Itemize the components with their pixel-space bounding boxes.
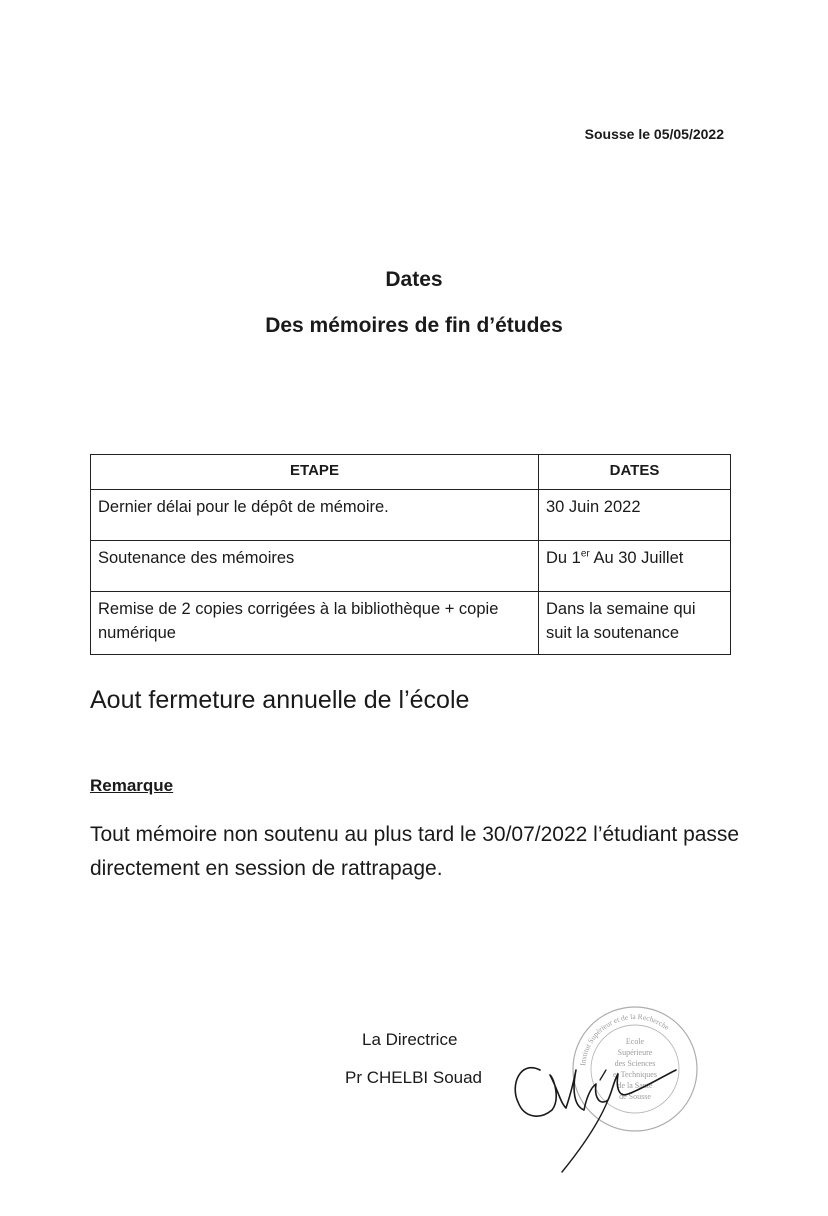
dates-prefix: Du 1 (546, 549, 581, 567)
header-dates: DATES (539, 455, 731, 490)
table-row (91, 592, 731, 655)
dates-cell: 30 Juin 2022 (539, 490, 731, 541)
closure-notice: Aout fermeture annuelle de l’école (90, 686, 470, 714)
etape-cell: Dernier délai pour le dépôt de mémoire. (91, 490, 539, 541)
seal-line: Ecole (625, 1037, 645, 1046)
etape-cell: Remise de 2 copies corrigées à la bibliothèque + copie numérique (91, 592, 539, 655)
document-subtitle: Des mémoires de fin d’études (265, 314, 563, 337)
seal-line: des Sciences (614, 1059, 656, 1068)
table-row (91, 490, 731, 541)
table-header-row (91, 455, 731, 490)
remark-text: Tout mémoire non soutenu au plus tard le 30/07/2022 l’étudiant passe directement en session de rattrapage. (90, 823, 740, 880)
schedule-table (90, 454, 731, 655)
seal-line: Supérieure (617, 1048, 653, 1057)
signatory-role: La Directrice (362, 1030, 458, 1049)
handwritten-signature (500, 1040, 690, 1180)
dates-cell (539, 541, 731, 592)
dates-suffix: Au 30 Juillet (589, 549, 684, 567)
place-date: Sousse le 05/05/2022 (584, 126, 724, 142)
header-etape: ETAPE (91, 455, 539, 490)
seal-ring-text: Institut Supérieur et de la Recherche (578, 1011, 671, 1067)
remark-label: Remarque (90, 776, 174, 795)
etape-cell: Soutenance des mémoires (91, 541, 539, 592)
seal-line: et Techniques (613, 1070, 657, 1079)
dates-superscript: er (580, 548, 590, 560)
table-row (91, 541, 731, 592)
document-title: Dates (385, 268, 443, 291)
seal-line: de la Santé (617, 1081, 653, 1090)
signatory-name: Pr CHELBI Souad (345, 1068, 483, 1087)
seal-line: de Sousse (619, 1092, 651, 1101)
dates-cell: Dans la semaine qui suit la soutenance (539, 592, 731, 655)
